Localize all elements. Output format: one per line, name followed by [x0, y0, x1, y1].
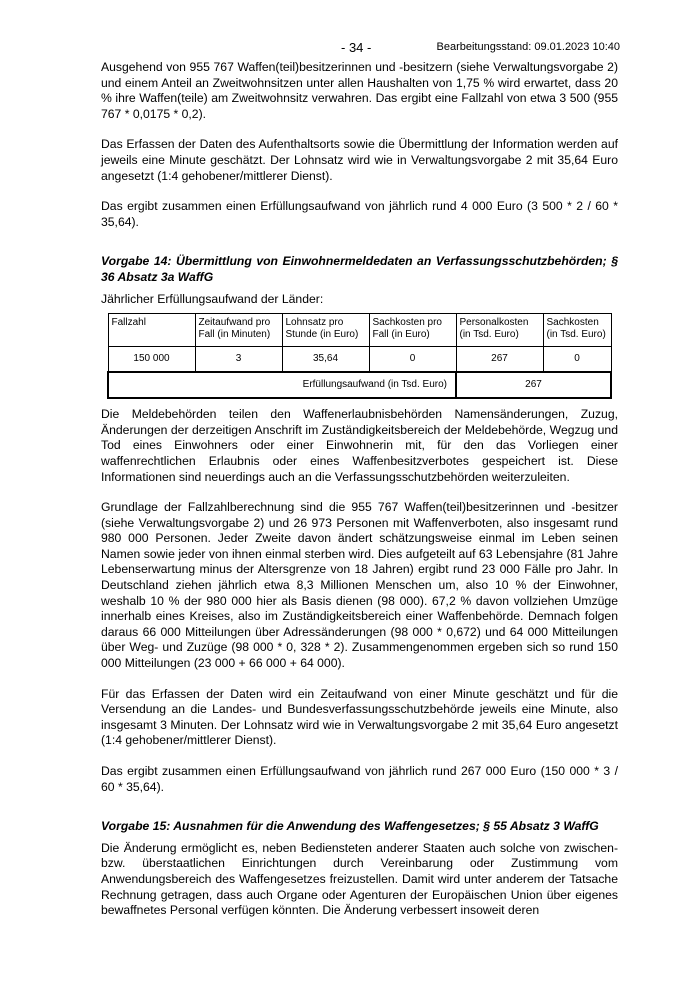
- paragraph: Das ergibt zusammen einen Erfüllungsaufwand von jährlich rund 267 000 Euro (150 000 * 3 / 60 * 35,64).: [101, 764, 618, 794]
- table-header-cell: Sachkosten (in Tsd. Euro): [543, 314, 611, 347]
- table-cell: 3: [195, 347, 282, 373]
- table-sum-row: [108, 372, 611, 398]
- section-heading-vorgabe-14: Vorgabe 14: Übermittlung von Einwohnermeldedaten an Verfassungsschutzbehörden; § 36 Absatz 3a WaffG: [101, 254, 618, 284]
- table-header-cell: Zeitaufwand pro Fall (in Minuten): [195, 314, 282, 347]
- sum-label: Erfüllungsaufwand (in Tsd. Euro): [108, 372, 456, 398]
- edit-status: Bearbeitungsstand: 09.01.2023 10:40: [436, 41, 620, 53]
- table-row: [108, 347, 611, 373]
- table-header-cell: Personalkosten (in Tsd. Euro): [456, 314, 543, 347]
- cost-table: [107, 313, 612, 399]
- table-caption: Jährlicher Erfüllungsaufwand der Länder:: [101, 291, 324, 306]
- paragraph: Für das Erfassen der Daten wird ein Zeitaufwand von einer Minute geschätzt und für die Versendung an die Landes- und Bundesverfassungsschutzbehörde jeweils eine Minute, also insgesamt 3 Minuten. Der Lohnsatz wird wie in Verwaltungsvorgabe 2 mit 35,64 Euro angesetzt (1:4 gehobener/mittlerer Dienst).: [101, 686, 618, 748]
- section-heading-vorgabe-15: Vorgabe 15: Ausnahmen für die Anwendung des Waffengesetzes; § 55 Absatz 3 WaffG: [101, 819, 599, 834]
- paragraph: Die Änderung ermöglicht es, neben Bediensteten anderer Staaten auch solche von zwischen- bzw. überstaatlichen Einrichtungen durch Vereinbarung oder Zustimmung vom Anwendungsbereich des Waffengesetzes freizustellen. Damit wird unter anderem der Tatsache Rechnung getragen, dass auch Organe oder Agenturen der Europäischen Union über eigenes bewaffnetes Personal verfügen könnten. Die Änderung verbessert insoweit deren: [101, 840, 618, 918]
- table-cell: 150 000: [108, 347, 195, 373]
- page-number: - 34 -: [341, 40, 372, 55]
- table-header-row: [108, 314, 611, 347]
- paragraph: Das Erfassen der Daten des Aufenthaltsorts sowie die Übermittlung der Information werden auf jeweils eine Minute geschätzt. Der Lohnsatz wird wie in Verwaltungsvorgabe 2 mit 35,64 Euro angesetzt (1:4 gehobener/mittlerer Dienst).: [101, 137, 618, 183]
- paragraph: Die Meldebehörden teilen den Waffenerlaubnisbehörden Namensänderungen, Zuzug, Änderungen der derzeitigen Anschrift im Zuständigkeitsbereich der Meldebehörde, Wegzug und Tod eines Einwohners oder einer Einwohnerin mit, für den das Vorliegen einer waffenrechtlichen Erlaubnis oder eines Waffenbesitzverbotes gespeichert ist. Diese Informationen sind neuerdings auch an die Verfassungsschutzbehörden weiterzuleiten.: [101, 407, 618, 484]
- document-page: [101, 40, 618, 919]
- paragraph: Das ergibt zusammen einen Erfüllungsaufwand von jährlich rund 4 000 Euro (3 500 * 2 / 60 * 35,64).: [101, 199, 618, 229]
- table-cell: 0: [369, 347, 456, 373]
- table-cell: 35,64: [282, 347, 369, 373]
- table-header-cell: Sachkosten pro Fall (in Euro): [369, 314, 456, 347]
- table-cell: 0: [543, 347, 611, 373]
- paragraph: Ausgehend von 955 767 Waffen(teil)besitzerinnen und -besitzern (siehe Verwaltungsvorgabe 2) und einem Anteil an Zweitwohnsitzen unter allen Haushalten von 1,75 % wird erwartet, dass 20 % ihre Waffen(teile) am Zweitwohnsitz verwahren. Das ergibt eine Fallzahl von etwa 3 500 (955 767 * 0,0175 * 0,2).: [101, 60, 618, 121]
- table-cell: 267: [456, 347, 543, 373]
- table-header-cell: Fallzahl: [108, 314, 195, 347]
- page-header: [101, 40, 618, 60]
- table-header-cell: Lohnsatz pro Stunde (in Euro): [282, 314, 369, 347]
- paragraph: Grundlage der Fallzahlberechnung sind die 955 767 Waffen(teil)besitzerinnen und -besitzer (siehe Verwaltungsvorgabe 2) und 26 973 Personen mit Waffenverboten, also insgesamt rund 980 000 Personen. Jeder Zweite davon ändert schätzungsweise einmal im Leben seinen Namen sowie jeder von ihnen einmal sterben wird. Dies aufgeteilt auf 63 Lebensjahre (81 Jahre Lebenserwartung minus der Altersgrenze von 18 Jahren) ergibt rund 23 000 Fälle pro Jahr. In Deutschland ziehen jährlich etwa 8,3 Millionen Menschen um, also 10 % der Einwohner, weshalb 10 % der 980 000 hier als Basis dienen (98 000). 67,2 % davon vollziehen Umzüge innerhalb eines Kreises, also im Zuständigkeitsbereich einer Waffenbehörde. Demnach folgen daraus 66 000 Mitteilungen über Adressänderungen (98 000 * 0,672) und 64 000 Mitteilungen über Weg- und Zuzüge (98 000 * 0, 328 * 2). Zusammengenommen ergeben sich so rund 150 000 Mitteilungen (23 000 + 66 000 + 64 000).: [101, 500, 618, 671]
- sum-value: 267: [456, 372, 611, 398]
